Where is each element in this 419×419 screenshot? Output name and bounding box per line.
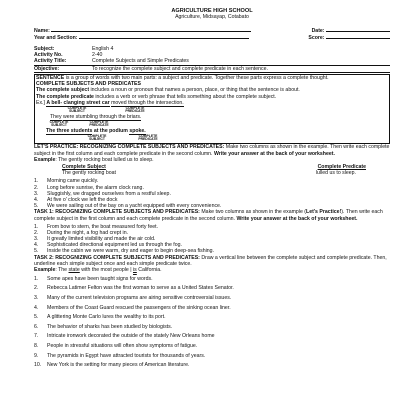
sentence-def-text: is a group of words with two main parts: a subject and predicate. Together these parts express a complete thought. [64, 74, 329, 81]
example-3-subject-label: COMPLETE SUBJECT [87, 133, 107, 142]
example-3-labels [36, 135, 388, 143]
list-item: 2. Long before sunrise, the alarm clock rang. [34, 184, 144, 191]
list-item: 10. New York is the setting for many pieces of American literature. [34, 362, 190, 369]
task2-text: Draw a vertical line between the complete subject and complete predicate. Then, underline each simple subject once and each simple predicate twice. [34, 254, 387, 268]
list-item: 9. The pyramids in Egypt have attracted tourists for thousands of years. [34, 352, 206, 359]
list-item: 5. Inside the cabin we were warm, dry and eager to begin deep-sea fishing. [34, 248, 214, 255]
task1-list [34, 224, 390, 254]
list-item: 2. During the night, a fog had crept in. [34, 230, 129, 237]
task2-example: Example: The state with the most people | is California. [34, 267, 162, 274]
col-predicate-value: lulled us to sleep. [315, 170, 356, 177]
task2-heading: TASK 2: RECOGNIZING COMPLETE SUBJECTS AND PREDICATES: [34, 254, 200, 261]
concept-box [34, 74, 390, 145]
worksheet-page [34, 8, 390, 371]
list-item: 1. Morning came quickly. [34, 178, 99, 185]
objective-value: To recognize the complete subject and complete predicate in each sentence. [92, 65, 268, 72]
subject-term: The complete subject [36, 87, 90, 94]
year-section-label: Year and Section: [34, 35, 78, 42]
predicate-term: The complete predicate [36, 93, 94, 100]
objective-label: Objective: [34, 65, 60, 72]
example-3-middle: at the podium [92, 128, 130, 135]
predicate-def-text: includes a verb or verb phrase that tells something about the complete subject. [93, 93, 277, 100]
list-item: 6. The behavior of sharks has been studied by biologists. [34, 323, 173, 330]
name-label: Name: [34, 27, 50, 34]
example-1-predicate-label: COMPLETE PREDICATE [125, 105, 145, 114]
practice-list [34, 178, 390, 208]
list-item: 3. It greatly limited visibility and made the air cold. [34, 236, 156, 243]
task1-ref: Let's Practice! [306, 209, 342, 216]
list-item: 5. A glittering Monte Carlo lures the wealthy to its port. [34, 314, 166, 321]
list-item: 5. We were sailing out of the bay on a yacht equipped with every convenience. [34, 202, 222, 209]
score-label: Score: [308, 35, 325, 42]
practice-instructions [34, 144, 390, 157]
example-2-predicate-label: COMPLETE PREDICATE [89, 119, 109, 128]
year-section-blank[interactable] [79, 34, 249, 39]
example-1-subject: A bell- clanging street car [46, 100, 110, 107]
activity-title-label: Activity Title: [34, 58, 67, 65]
list-item: 3. Many of the current television programs are airing sensitive controversial issues. [34, 295, 232, 302]
practice-heading: LET'S PRACTICE: RECOGNIZING COMPLETE SUBJECTS AND PREDICATES: [34, 144, 225, 151]
section-score-row [34, 34, 390, 41]
date-blank[interactable] [326, 27, 390, 32]
example-2-subject: They [50, 114, 62, 121]
list-item: 2. Rebecca Latimer Felton was the first woman to serve as a United States Senator. [34, 285, 234, 292]
date-label: Date: [311, 27, 325, 34]
name-date-row [34, 27, 390, 34]
school-address: Agriculture, Midsayap, Cotabato [175, 14, 249, 21]
list-item: 8. People in stressful situations will often show symptoms of fatigue. [34, 342, 198, 349]
activity-title-value: Complete Subjects and Simple Predicates [92, 58, 189, 65]
example-3-predicate: spoke. [129, 128, 146, 135]
list-item: 1. From bow to stern, the boat measured forty feet. [34, 223, 159, 230]
activity-no-label: Activity No. [34, 52, 63, 59]
list-item: 4. Sophisticated directional equipment led us through the fog. [34, 242, 182, 249]
example-prefix: Ex.] [36, 100, 45, 107]
task2-list [34, 275, 390, 371]
col-subject-head: Complete Subject [62, 163, 106, 170]
school-name: AGRICULTURE HIGH SCHOOL [171, 8, 253, 14]
example-2-subject-label: COMPLETE SUBJECT [49, 119, 69, 128]
list-item: 4. At five o' clock we left the dock [34, 196, 118, 203]
practice-example-text: : The gently rocking boat lulled us to sleep. [55, 157, 154, 164]
name-blank[interactable] [51, 27, 251, 32]
task2-example-subject: state [68, 267, 80, 274]
practice-column-values [34, 170, 390, 176]
practice-note: Write your answer at the back of your worksheet. [213, 150, 335, 157]
list-item: 4. Members of the Coast Guard rescued the passengers of the sinking ocean liner. [34, 304, 231, 311]
task1-heading: TASK 1: RECOGNIZING COMPLETE SUBJECTS AND PREDICATES: [34, 209, 200, 216]
task2-instructions [34, 255, 390, 268]
task2-example-predicate: is [133, 267, 137, 274]
subject-def-text: includes a noun or pronoun that names a person, place, or thing that the sentence is about. [89, 87, 300, 94]
task1-note: Write your answer at the back of your worksheet. [236, 215, 358, 222]
list-item: 1. Some apes have been taught signs for words. [34, 275, 153, 282]
example-3-predicate-label: COMPLETE PREDICATE [138, 133, 158, 142]
subject-value: English 4 [92, 45, 114, 52]
example-1-predicate: moved through the intersection. [111, 100, 184, 107]
concept-heading: COMPLETE SUBJECTS AND PREDICATES [36, 81, 141, 88]
task2-example-label: Example [34, 267, 56, 274]
practice-text: Make two columns as shown in the example. Then write each complete subject in the first column and each complete predicate in the second column. [34, 144, 390, 157]
task1-text: Make two columns as shown in the example ( [199, 209, 307, 216]
list-item: 3. Sluggishly, we dragged ourselves from a restful sleep. [34, 190, 171, 197]
example-1-labels [36, 107, 388, 115]
example-2-predicate: were stumbling through the briars. [63, 114, 142, 121]
example-2-labels [36, 121, 388, 129]
task1-text2: ). Then write each complete subject in the first column and each complete predicate in the second column. [34, 209, 383, 222]
subject-label: Subject: [34, 45, 55, 52]
example-3-subject: The three students [46, 128, 93, 135]
example-1-subject-label: COMPLETE SUBJECT [67, 105, 87, 114]
task1-instructions [34, 209, 390, 222]
sentence-term: SENTENCE [36, 74, 65, 81]
col-predicate-head: Complete Predicate [317, 163, 366, 170]
practice-example-label: Example [34, 157, 56, 164]
col-subject-value: The gently rocking boat [62, 170, 116, 177]
score-blank[interactable] [326, 34, 390, 39]
objective-row [34, 65, 390, 73]
activity-no-value: 2-40 [92, 52, 103, 59]
list-item: 7. Intricate ironwork decorated the outside of the stately New Orleans home [34, 333, 215, 340]
